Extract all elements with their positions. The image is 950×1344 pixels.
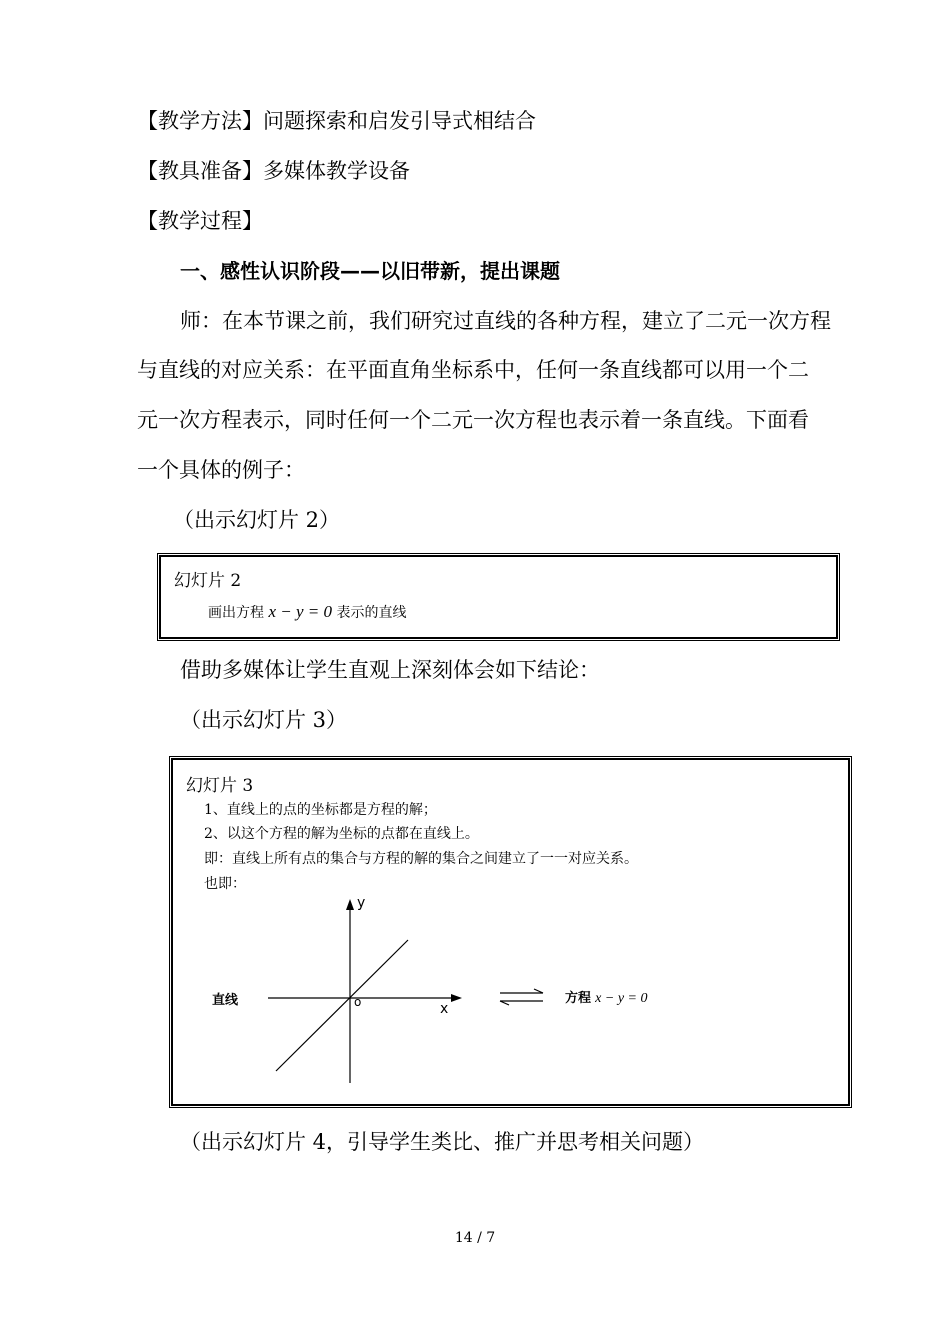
paragraph-line-3: 元一次方程表示，同时任何一个二元一次方程也表示着一条直线。下面看 <box>137 408 809 432</box>
teaching-tools-line: 【教具准备】多媒体教学设备 <box>137 159 410 183</box>
slide-3-item-3: 即：直线上所有点的集合与方程的解的集合之间建立了一一对应关系。 <box>204 851 638 867</box>
diagram-right-label <box>565 987 647 1007</box>
page-number: 14 / 7 <box>454 1230 496 1246</box>
show-slide-2: （出示幻灯片 2） <box>173 508 341 532</box>
teaching-method-line: 【教学方法】问题探索和启发引导式相结合 <box>137 109 536 133</box>
slide-2-box <box>157 553 840 641</box>
teaching-process-line: 【教学过程】 <box>137 209 263 233</box>
slide-2-title: 幻灯片 2 <box>174 571 242 591</box>
slide-3-title: 幻灯片 3 <box>186 776 254 796</box>
section-heading: 一、感性认识阶段——以旧带新，提出课题 <box>180 259 560 283</box>
slide-3-item-4: 也即： <box>204 876 246 892</box>
graph-line-y-equals-x <box>276 940 408 1071</box>
slide-2-text-prefix: 画出方程 <box>208 605 264 621</box>
diagram-right-prefix: 方程 <box>565 991 592 1006</box>
paragraph-line-4: 一个具体的例子： <box>137 458 305 482</box>
slide-3-item-2: 2、以这个方程的解为坐标的点都在直线上。 <box>204 826 479 842</box>
slide-3-box <box>169 756 852 1108</box>
show-slide-3: （出示幻灯片 3） <box>180 708 348 732</box>
paragraph-line-2: 与直线的对应关系：在平面直角坐标系中，任何一条直线都可以用一个二 <box>137 358 809 382</box>
slide-2-text-suffix: 表示的直线 <box>336 605 407 621</box>
x-axis-arrow-icon <box>451 994 462 1002</box>
origin-label: o <box>354 995 362 1009</box>
diagram-right-equation: x − y = 0 <box>595 991 648 1006</box>
slide-2-equation: x − y = 0 <box>268 602 332 621</box>
show-slide-4: （出示幻灯片 4，引导学生类比、推广并思考相关问题） <box>180 1130 705 1154</box>
slide-3-item-1: 1、直线上的点的坐标都是方程的解； <box>204 802 437 818</box>
slide-2-text <box>208 602 406 622</box>
paragraph-line-1: 师：在本节课之前，我们研究过直线的各种方程，建立了二元一次方程 <box>180 309 831 333</box>
conclusion-intro: 借助多媒体让学生直观上深刻体会如下结论： <box>180 658 600 682</box>
y-axis-arrow-icon <box>346 899 354 910</box>
line-equation-diagram <box>172 885 849 1105</box>
y-axis-label: y <box>357 895 366 911</box>
x-axis-label: x <box>440 1001 449 1017</box>
diagram-left-label: 直线 <box>212 993 239 1008</box>
